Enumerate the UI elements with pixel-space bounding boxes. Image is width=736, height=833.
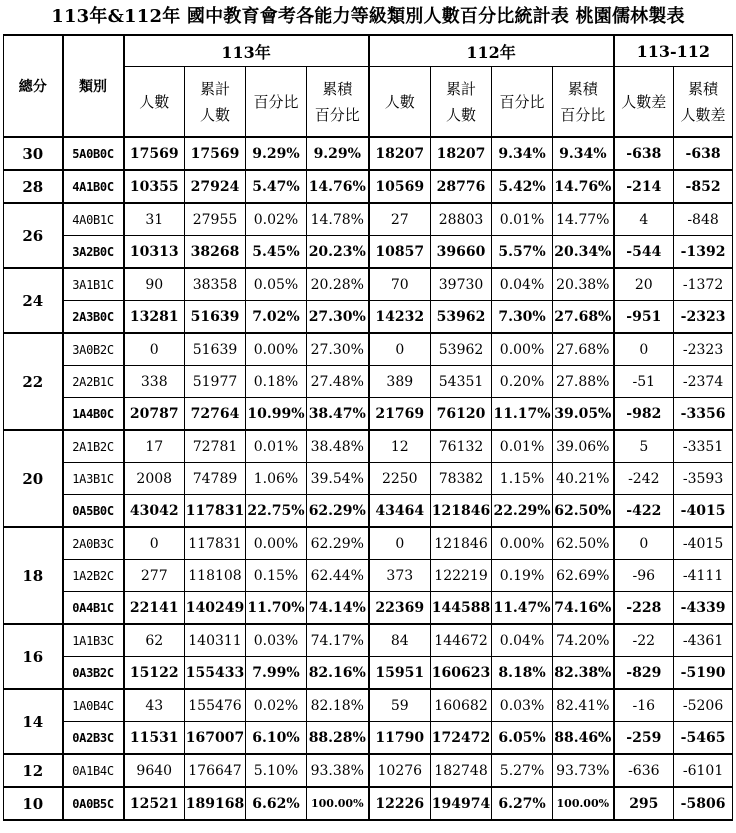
category-cell: 3A1B1C [63, 268, 124, 301]
count-112-cell: 0 [369, 333, 431, 366]
cum-percent-112-cell: 27.88% [553, 366, 614, 398]
percent-112-cell: 7.30% [492, 301, 553, 334]
count-diff-cell: -636 [614, 754, 674, 787]
percent-113-cell: 11.70% [246, 592, 307, 625]
count-diff-cell: -951 [614, 301, 674, 334]
statistics-table [3, 34, 733, 821]
table-row [4, 787, 733, 820]
cum-percent-113-cell: 74.17% [307, 624, 369, 657]
cum-count-113-cell: 189168 [185, 787, 246, 820]
cum-count-113-cell: 51639 [185, 301, 246, 334]
percent-113-cell: 0.05% [246, 268, 307, 301]
cum-diff-cell: -5190 [674, 657, 733, 690]
count-112-header: 人數 [369, 67, 431, 138]
cum-count-113-cell: 72764 [185, 398, 246, 431]
count-112-cell: 2250 [369, 463, 431, 495]
count-112-cell: 10569 [369, 170, 431, 203]
percent-113-cell: 9.29% [246, 137, 307, 170]
category-cell: 2A0B3C [63, 527, 124, 560]
percent-113-cell: 0.01% [246, 430, 307, 463]
percent-112-cell: 0.04% [492, 268, 553, 301]
count-112-cell: 21769 [369, 398, 431, 431]
count-diff-cell: -22 [614, 624, 674, 657]
cum-count-112-cell: 39660 [431, 236, 492, 269]
score-cell: 30 [4, 137, 63, 170]
category-cell: 4A1B0C [63, 170, 124, 203]
count-112-cell: 27 [369, 203, 431, 236]
table-row [4, 754, 733, 787]
cum-percent-113-cell: 20.28% [307, 268, 369, 301]
percent-112-cell: 0.00% [492, 527, 553, 560]
cum-percent-112-cell: 40.21% [553, 463, 614, 495]
cum-count-112-cell: 53962 [431, 333, 492, 366]
percent-112-cell: 0.20% [492, 366, 553, 398]
percent-113-cell: 10.99% [246, 398, 307, 431]
cum-percent-113-header: 累積 百分比 [307, 67, 369, 138]
cum-percent-113-cell: 74.14% [307, 592, 369, 625]
table-row [4, 236, 733, 269]
score-cell: 12 [4, 754, 63, 787]
cum-diff-cell: -2374 [674, 366, 733, 398]
percent-113-cell: 6.62% [246, 787, 307, 820]
count-112-cell: 15951 [369, 657, 431, 690]
count-diff-cell: -214 [614, 170, 674, 203]
table-row [4, 495, 733, 528]
cum-count-112-header: 累計 人數 [431, 67, 492, 138]
cum-count-113-cell: 27924 [185, 170, 246, 203]
cum-percent-112-cell: 14.77% [553, 203, 614, 236]
count-113-cell: 17 [124, 430, 185, 463]
count-diff-cell: 4 [614, 203, 674, 236]
score-cell: 26 [4, 203, 63, 268]
cum-percent-112-cell: 82.38% [553, 657, 614, 690]
cum-percent-113-cell: 20.23% [307, 236, 369, 269]
cum-percent-113-cell: 62.44% [307, 560, 369, 592]
percent-112-cell: 22.29% [492, 495, 553, 528]
cum-diff-cell: -2323 [674, 333, 733, 366]
category-cell: 2A2B1C [63, 366, 124, 398]
cum-percent-113-cell: 27.30% [307, 333, 369, 366]
percent-113-cell: 7.99% [246, 657, 307, 690]
cum-count-113-cell: 140249 [185, 592, 246, 625]
cum-percent-113-cell: 39.54% [307, 463, 369, 495]
score-cell: 16 [4, 624, 63, 689]
cum-count-112-cell: 76132 [431, 430, 492, 463]
table-body [4, 137, 733, 820]
count-113-cell: 43042 [124, 495, 185, 528]
percent-113-cell: 6.10% [246, 722, 307, 755]
percent-112-cell: 9.34% [492, 137, 553, 170]
score-cell: 22 [4, 333, 63, 430]
cum-diff-cell: -4361 [674, 624, 733, 657]
count-113-cell: 2008 [124, 463, 185, 495]
table-row [4, 366, 733, 398]
cum-count-113-cell: 74789 [185, 463, 246, 495]
count-112-cell: 84 [369, 624, 431, 657]
cum-diff-cell: -4015 [674, 495, 733, 528]
table-row [4, 463, 733, 495]
cum-diff-cell: -852 [674, 170, 733, 203]
count-diff-cell: -982 [614, 398, 674, 431]
count-113-header: 人數 [124, 67, 185, 138]
cum-percent-112-cell: 27.68% [553, 333, 614, 366]
table-row [4, 592, 733, 625]
category-cell: 0A4B1C [63, 592, 124, 625]
cum-count-112-cell: 39730 [431, 268, 492, 301]
category-cell: 2A1B2C [63, 430, 124, 463]
percent-112-cell: 11.17% [492, 398, 553, 431]
category-cell: 4A0B1C [63, 203, 124, 236]
cum-count-112-cell: 160623 [431, 657, 492, 690]
count-112-cell: 12 [369, 430, 431, 463]
percent-112-cell: 0.01% [492, 430, 553, 463]
count-112-cell: 22369 [369, 592, 431, 625]
count-diff-cell: 295 [614, 787, 674, 820]
cum-count-113-cell: 117831 [185, 527, 246, 560]
cum-count-112-cell: 78382 [431, 463, 492, 495]
count-diff-cell: -51 [614, 366, 674, 398]
count-112-cell: 11790 [369, 722, 431, 755]
count-113-cell: 90 [124, 268, 185, 301]
percent-113-cell: 7.02% [246, 301, 307, 334]
cum-percent-112-cell: 14.76% [553, 170, 614, 203]
diff-header: 113-112 [614, 35, 733, 67]
cum-count-112-cell: 121846 [431, 527, 492, 560]
cum-diff-cell: -3351 [674, 430, 733, 463]
count-113-cell: 0 [124, 527, 185, 560]
cum-diff-cell: -3593 [674, 463, 733, 495]
percent-113-cell: 22.75% [246, 495, 307, 528]
table-row [4, 689, 733, 722]
count-112-cell: 389 [369, 366, 431, 398]
table-header [4, 35, 733, 137]
count-diff-cell: 0 [614, 333, 674, 366]
year-112-header: 112年 [369, 35, 614, 67]
percent-113-header: 百分比 [246, 67, 307, 138]
cum-count-112-cell: 121846 [431, 495, 492, 528]
count-113-cell: 338 [124, 366, 185, 398]
cum-count-112-cell: 182748 [431, 754, 492, 787]
cum-count-113-cell: 155433 [185, 657, 246, 690]
cum-percent-112-cell: 74.20% [553, 624, 614, 657]
cum-percent-112-cell: 74.16% [553, 592, 614, 625]
cum-count-113-cell: 51977 [185, 366, 246, 398]
percent-113-cell: 5.10% [246, 754, 307, 787]
cum-percent-113-cell: 38.48% [307, 430, 369, 463]
cum-percent-113-cell: 100.00% [307, 787, 369, 820]
category-cell: 0A1B4C [63, 754, 124, 787]
cum-count-113-cell: 38358 [185, 268, 246, 301]
cum-diff-cell: -1392 [674, 236, 733, 269]
cum-diff-cell: -4015 [674, 527, 733, 560]
count-112-cell: 10857 [369, 236, 431, 269]
cum-percent-113-cell: 62.29% [307, 495, 369, 528]
cum-percent-113-cell: 82.18% [307, 689, 369, 722]
cum-percent-112-cell: 9.34% [553, 137, 614, 170]
cum-count-112-cell: 76120 [431, 398, 492, 431]
score-cell: 18 [4, 527, 63, 624]
count-diff-cell: -422 [614, 495, 674, 528]
percent-113-cell: 0.00% [246, 527, 307, 560]
cum-percent-112-cell: 62.50% [553, 495, 614, 528]
percent-112-cell: 5.27% [492, 754, 553, 787]
cum-count-113-cell: 117831 [185, 495, 246, 528]
category-cell: 1A3B1C [63, 463, 124, 495]
table-row [4, 722, 733, 755]
table-row [4, 137, 733, 170]
table-row [4, 430, 733, 463]
category-cell: 0A5B0C [63, 495, 124, 528]
score-cell: 28 [4, 170, 63, 203]
cum-percent-112-cell: 20.38% [553, 268, 614, 301]
percent-113-cell: 0.15% [246, 560, 307, 592]
cum-percent-113-cell: 27.48% [307, 366, 369, 398]
cum-percent-112-cell: 27.68% [553, 301, 614, 334]
count-112-cell: 12226 [369, 787, 431, 820]
count-112-cell: 10276 [369, 754, 431, 787]
cum-count-113-cell: 27955 [185, 203, 246, 236]
cum-diff-cell: -4111 [674, 560, 733, 592]
cum-count-113-cell: 38268 [185, 236, 246, 269]
count-diff-cell: -544 [614, 236, 674, 269]
count-diff-cell: 5 [614, 430, 674, 463]
count-diff-cell: 0 [614, 527, 674, 560]
percent-113-cell: 0.18% [246, 366, 307, 398]
cum-count-112-cell: 53962 [431, 301, 492, 334]
cum-count-112-cell: 122219 [431, 560, 492, 592]
count-diff-cell: -638 [614, 137, 674, 170]
percent-112-cell: 8.18% [492, 657, 553, 690]
category-cell: 0A3B2C [63, 657, 124, 690]
category-cell: 0A2B3C [63, 722, 124, 755]
count-112-cell: 373 [369, 560, 431, 592]
count-113-cell: 12521 [124, 787, 185, 820]
cum-percent-112-cell: 20.34% [553, 236, 614, 269]
category-cell: 1A4B0C [63, 398, 124, 431]
cum-count-112-cell: 144588 [431, 592, 492, 625]
count-112-cell: 59 [369, 689, 431, 722]
cum-count-113-cell: 118108 [185, 560, 246, 592]
category-cell: 1A0B4C [63, 689, 124, 722]
cum-percent-112-cell: 39.06% [553, 430, 614, 463]
percent-113-cell: 0.02% [246, 689, 307, 722]
cum-count-112-cell: 28803 [431, 203, 492, 236]
table-row [4, 624, 733, 657]
percent-113-cell: 0.02% [246, 203, 307, 236]
percent-113-cell: 0.03% [246, 624, 307, 657]
cum-percent-112-header: 累積 百分比 [553, 67, 614, 138]
percent-112-cell: 0.04% [492, 624, 553, 657]
cum-percent-112-cell: 62.50% [553, 527, 614, 560]
cum-count-112-cell: 144672 [431, 624, 492, 657]
table-title: 113年&112年 國中教育會考各能力等級類別人數百分比統計表 桃園儒林製表 [51, 6, 685, 27]
percent-112-cell: 5.42% [492, 170, 553, 203]
count-diff-cell: -242 [614, 463, 674, 495]
cum-percent-112-cell: 100.00% [553, 787, 614, 820]
count-112-cell: 70 [369, 268, 431, 301]
percent-113-cell: 1.06% [246, 463, 307, 495]
count-113-cell: 43 [124, 689, 185, 722]
table-row [4, 657, 733, 690]
cum-percent-112-cell: 82.41% [553, 689, 614, 722]
count-112-cell: 14232 [369, 301, 431, 334]
cum-diff-cell: -638 [674, 137, 733, 170]
cum-count-112-cell: 28776 [431, 170, 492, 203]
table-row [4, 527, 733, 560]
count-113-cell: 10355 [124, 170, 185, 203]
cum-count-113-cell: 167007 [185, 722, 246, 755]
count-112-cell: 43464 [369, 495, 431, 528]
score-header: 總分 [4, 35, 63, 137]
percent-113-cell: 5.47% [246, 170, 307, 203]
cum-count-112-cell: 160682 [431, 689, 492, 722]
count-diff-cell: 20 [614, 268, 674, 301]
percent-112-cell: 5.57% [492, 236, 553, 269]
count-113-cell: 9640 [124, 754, 185, 787]
cum-percent-112-cell: 88.46% [553, 722, 614, 755]
cum-diff-cell: -848 [674, 203, 733, 236]
cum-count-112-cell: 18207 [431, 137, 492, 170]
cum-diff-cell: -3356 [674, 398, 733, 431]
category-cell: 1A2B2C [63, 560, 124, 592]
count-113-cell: 10313 [124, 236, 185, 269]
percent-112-cell: 0.19% [492, 560, 553, 592]
cum-count-113-cell: 51639 [185, 333, 246, 366]
cum-percent-113-cell: 14.76% [307, 170, 369, 203]
cum-percent-112-cell: 39.05% [553, 398, 614, 431]
table-row [4, 560, 733, 592]
count-113-cell: 17569 [124, 137, 185, 170]
table-row [4, 333, 733, 366]
count-112-cell: 18207 [369, 137, 431, 170]
cum-diff-cell: -5206 [674, 689, 733, 722]
count-diff-header: 人數差 [614, 67, 674, 138]
cum-percent-113-cell: 62.29% [307, 527, 369, 560]
cum-count-113-header: 累計 人數 [185, 67, 246, 138]
table-row [4, 301, 733, 334]
table-row [4, 170, 733, 203]
category-cell: 1A1B3C [63, 624, 124, 657]
cum-diff-cell: -4339 [674, 592, 733, 625]
count-diff-cell: -96 [614, 560, 674, 592]
cum-percent-113-cell: 38.47% [307, 398, 369, 431]
cum-count-112-cell: 54351 [431, 366, 492, 398]
percent-113-cell: 0.00% [246, 333, 307, 366]
category-cell: 0A0B5C [63, 787, 124, 820]
count-113-cell: 31 [124, 203, 185, 236]
cum-diff-cell: -5465 [674, 722, 733, 755]
percent-112-cell: 11.47% [492, 592, 553, 625]
category-cell: 3A0B2C [63, 333, 124, 366]
count-112-cell: 0 [369, 527, 431, 560]
year-113-header: 113年 [124, 35, 369, 67]
cum-percent-113-cell: 14.78% [307, 203, 369, 236]
table-row [4, 203, 733, 236]
score-cell: 10 [4, 787, 63, 820]
cum-percent-113-cell: 82.16% [307, 657, 369, 690]
table-row [4, 398, 733, 431]
cum-count-113-cell: 17569 [185, 137, 246, 170]
count-diff-cell: -259 [614, 722, 674, 755]
percent-112-cell: 1.15% [492, 463, 553, 495]
cum-percent-113-cell: 9.29% [307, 137, 369, 170]
cum-count-113-cell: 140311 [185, 624, 246, 657]
cum-percent-112-cell: 93.73% [553, 754, 614, 787]
cum-count-113-cell: 176647 [185, 754, 246, 787]
percent-113-cell: 5.45% [246, 236, 307, 269]
cum-count-113-cell: 155476 [185, 689, 246, 722]
percent-112-header: 百分比 [492, 67, 553, 138]
count-113-cell: 277 [124, 560, 185, 592]
cum-count-112-cell: 194974 [431, 787, 492, 820]
score-cell: 14 [4, 689, 63, 754]
score-cell: 24 [4, 268, 63, 333]
count-113-cell: 13281 [124, 301, 185, 334]
percent-112-cell: 6.05% [492, 722, 553, 755]
cum-diff-cell: -5806 [674, 787, 733, 820]
percent-112-cell: 0.01% [492, 203, 553, 236]
cum-percent-113-cell: 93.38% [307, 754, 369, 787]
category-cell: 5A0B0C [63, 137, 124, 170]
count-113-cell: 62 [124, 624, 185, 657]
cum-diff-cell: -2323 [674, 301, 733, 334]
cum-diff-cell: -1372 [674, 268, 733, 301]
count-113-cell: 11531 [124, 722, 185, 755]
count-diff-cell: -829 [614, 657, 674, 690]
count-113-cell: 22141 [124, 592, 185, 625]
percent-112-cell: 6.27% [492, 787, 553, 820]
percent-112-cell: 0.03% [492, 689, 553, 722]
count-113-cell: 15122 [124, 657, 185, 690]
category-header: 類別 [63, 35, 124, 137]
cum-diff-header: 累積 人數差 [674, 67, 733, 138]
cum-percent-112-cell: 62.69% [553, 560, 614, 592]
cum-percent-113-cell: 88.28% [307, 722, 369, 755]
count-113-cell: 0 [124, 333, 185, 366]
table-row [4, 268, 733, 301]
count-diff-cell: -228 [614, 592, 674, 625]
count-diff-cell: -16 [614, 689, 674, 722]
cum-diff-cell: -6101 [674, 754, 733, 787]
score-cell: 20 [4, 430, 63, 527]
cum-percent-113-cell: 27.30% [307, 301, 369, 334]
percent-112-cell: 0.00% [492, 333, 553, 366]
category-cell: 2A3B0C [63, 301, 124, 334]
count-113-cell: 20787 [124, 398, 185, 431]
category-cell: 3A2B0C [63, 236, 124, 269]
cum-count-113-cell: 72781 [185, 430, 246, 463]
cum-count-112-cell: 172472 [431, 722, 492, 755]
